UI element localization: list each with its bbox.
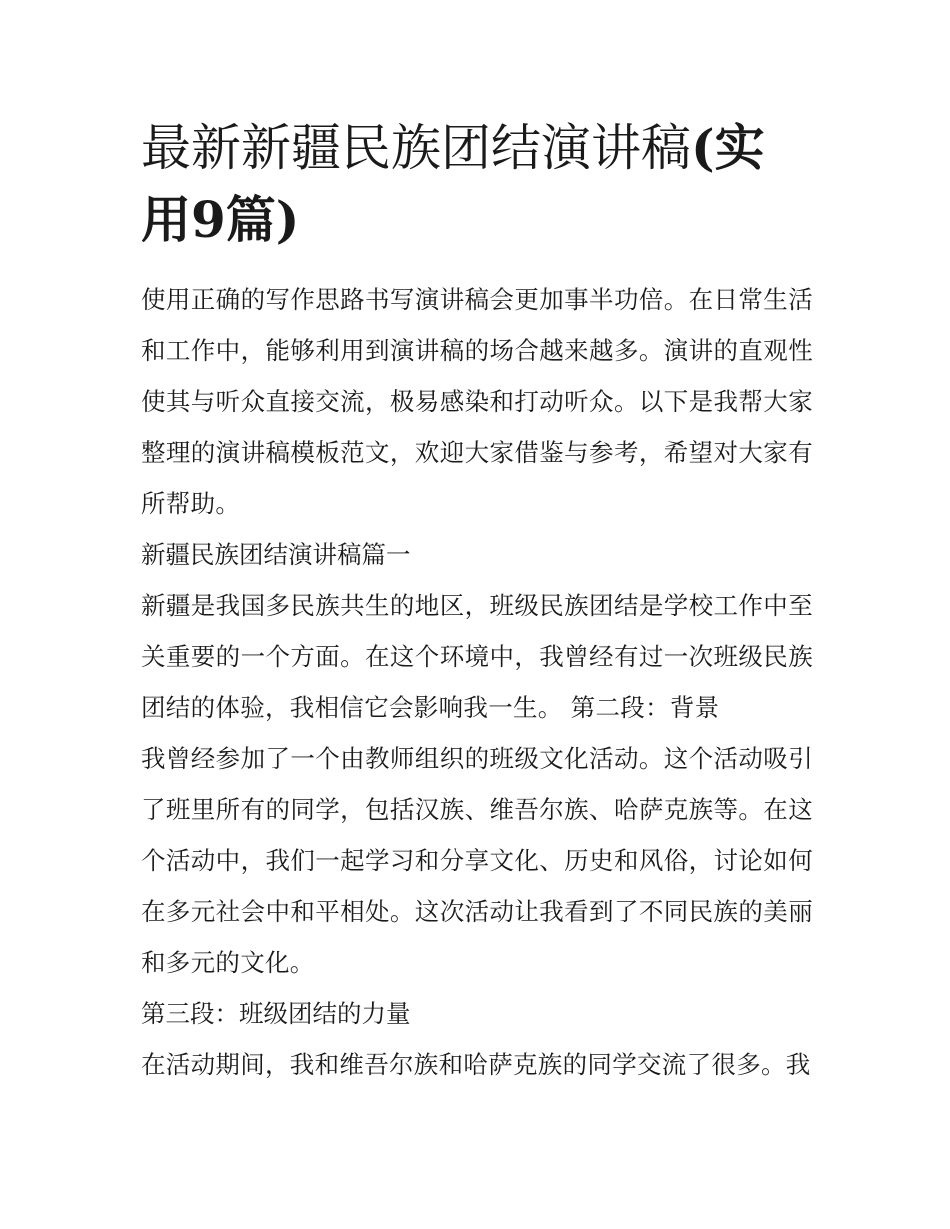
- title-suffix: (实用9篇): [141, 118, 765, 249]
- title-main: 最新新疆民族团结演讲稿: [141, 119, 691, 177]
- intro-paragraph: 使用正确的写作思路书写演讲稿会更加事半功倍。在日常生活和工作中，能够利用到演讲稿的场合越来越多。演讲的直观性使其与听众直接交流，极易感染和打动听众。以下是我帮大家整理的演讲稿模板范文，欢迎大家借鉴与参考，希望对大家有所帮助。: [141, 285, 813, 518]
- document-title: [141, 112, 813, 256]
- body-paragraph-2: 我曾经参加了一个由教师组织的班级文化活动。这个活动吸引了班里所有的同学，包括汉族、维吾尔族、哈萨克族等。在这个活动中，我们一起学习和分享文化、历史和风俗，讨论如何在多元社会中和平相处。这次活动让我看到了不同民族的美丽和多元的文化。: [141, 744, 813, 977]
- section-heading-1: 新疆民族团结演讲稿篇一: [141, 540, 411, 569]
- section-heading-3: 第三段：班级团结的力量: [141, 999, 411, 1028]
- body-paragraph-1: 新疆是我国多民族共生的地区，班级民族团结是学校工作中至关重要的一个方面。在这个环境中，我曾经有过一次班级民族团结的体验，我相信它会影响我一生。 第二段：背景: [141, 591, 813, 722]
- document-page: [141, 112, 813, 1090]
- body-paragraph-3: 在活动期间，我和维吾尔族和哈萨克族的同学交流了很多。我: [141, 1050, 811, 1079]
